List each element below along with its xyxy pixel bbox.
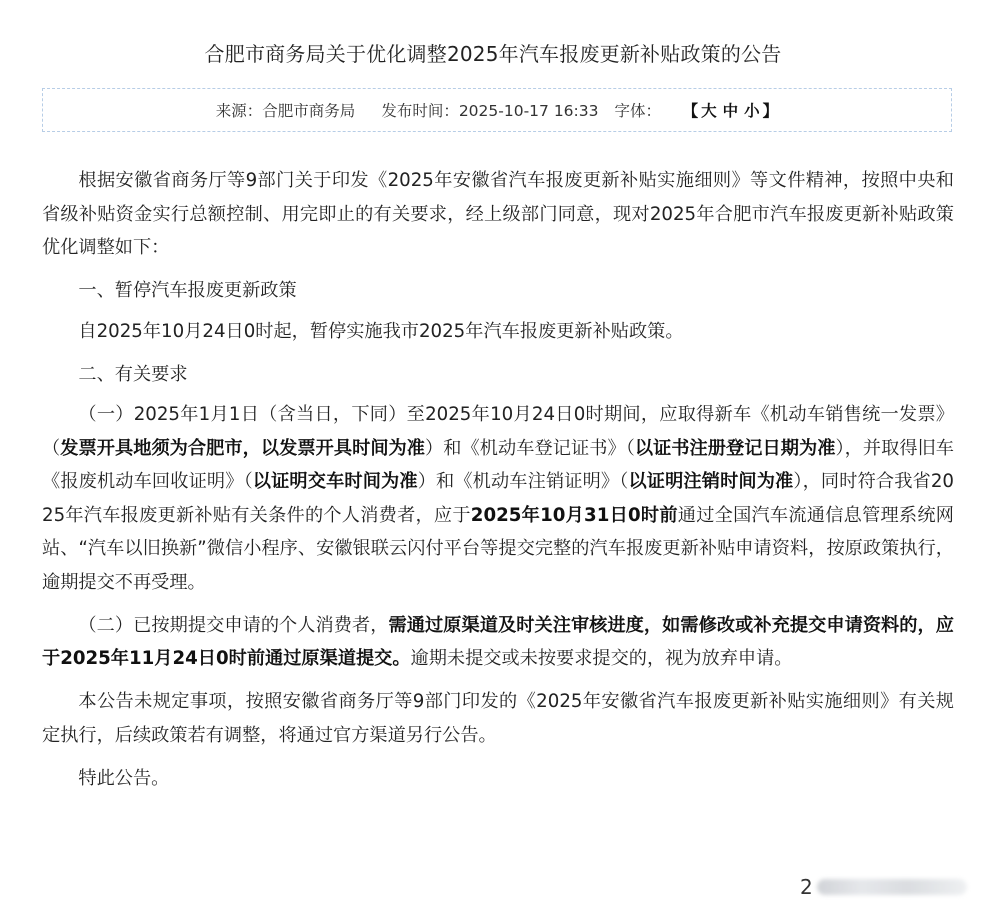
page-title: 合肥市商务局关于优化调整2025年汽车报废更新补贴政策的公告 — [204, 42, 782, 66]
font-bracket-close: 】 — [762, 102, 779, 120]
font-size-switcher — [661, 81, 778, 139]
paragraph-note: 本公告未规定事项，按照安徽省商务厅等9部门印发的《2025年安徽省汽车报废更新补贴实施细则》有关规定执行，后续政策若有调整，将通过官方渠道另行公告。 — [42, 691, 954, 746]
watermark-number: 2 — [800, 875, 813, 899]
font-large-button[interactable]: 大 — [701, 102, 717, 120]
paragraph-requirement-2: （二）已按期提交申请的个人消费者，需通过原渠道及时关注审核进度，如需修改或补充提交申请资料的，应于2025年11月24日0时前通过原渠道提交。逾期未提交或未按要求提交的，视为放弃申请。 — [42, 614, 954, 669]
section-heading-1: 一、暂停汽车报废更新政策 — [78, 280, 297, 301]
font-medium-button[interactable]: 中 — [722, 102, 739, 120]
paragraph-requirement-1: （一）2025年1月1日（含当日，下同）至2025年10月24日0时期间，应取得新车《机动车销售统一发票》（发票开具地须为合肥市，以发票开具时间为准）和《机动车登记证书》（以证书注册登记日期为准），并取得旧车《报废机动车回收证明》（以证明交车时间为准）和《机动车注销证明》（以证明注销时间为准），同时符合我省2025年汽车报废更新补贴有关条件的个人消费者，应于2025年10月31日0时前通过全国汽车流通信息管理系统网站、“汽车以旧换新”微信小程序、安徽银联云闪付平台等提交完整的汽车报废更新补贴申请资料，按原政策执行，逾期提交不再受理。 — [42, 404, 954, 593]
font-bracket-open: 【 — [682, 102, 699, 120]
paragraph-intro: 根据安徽省商务厅等9部门关于印发《2025年安徽省汽车报废更新补贴实施细则》等文件精神，按照中央和省级补贴资金实行总额控制、用完即止的有关要求，经上级部门同意，现对2025年合肥市汽车报废更新补贴政策优化调整如下： — [42, 170, 954, 258]
article-body — [42, 164, 954, 805]
watermark — [800, 872, 970, 902]
paragraph-suspend: 自2025年10月24日0时起，暂停实施我市2025年汽车报废更新补贴政策。 — [78, 320, 684, 342]
publish-time: 发布时间：2025-10-17 16:33 — [381, 102, 599, 120]
blurred-watermark-text — [817, 879, 967, 895]
section-heading-2: 二、有关要求 — [78, 363, 188, 385]
font-size-label: 字体： — [614, 102, 662, 120]
article-meta-bar — [42, 88, 952, 132]
font-small-button[interactable]: 小 — [744, 102, 760, 120]
source-label: 来源：合肥市商务局 — [215, 102, 356, 120]
paragraph-closing: 特此公告。 — [78, 767, 170, 789]
